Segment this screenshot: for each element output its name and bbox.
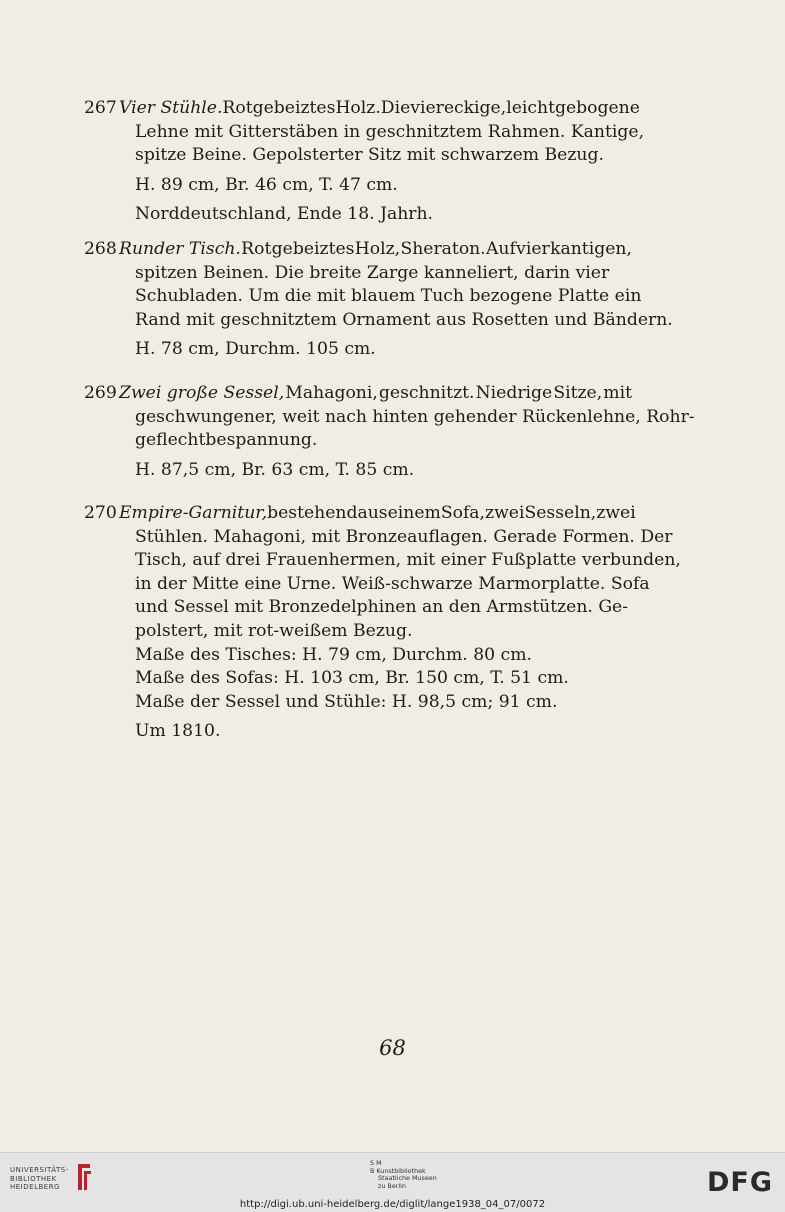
university-logo-icon (74, 1162, 94, 1192)
catalog-entry-268 (84, 238, 673, 362)
entry-dimensions: H. 87,5 cm, Br. 63 cm, T. 85 cm. (135, 459, 415, 480)
entry-text-line: Maße des Sofas: H. 103 cm, Br. 150 cm, T. 51 cm. (135, 668, 569, 689)
entry-first-line (84, 502, 636, 526)
entry-title: Runder Tisch. (119, 239, 241, 259)
viewer-footer (0, 1152, 785, 1212)
partner-logo[interactable] (370, 1160, 437, 1190)
entry-number: 270 (84, 503, 117, 523)
partner-line: zu Berlin (378, 1181, 406, 1190)
word: gebogene (554, 98, 640, 118)
entry-text-line: in der Mitte eine Urne. Weiß-schwarze Marmorplatte. Sofa (135, 573, 650, 594)
page-number: 68 (379, 1036, 406, 1060)
entry-title: Vier Stühle. (119, 98, 223, 118)
entry-number: 268 (84, 239, 117, 259)
entry-first-line (84, 238, 632, 262)
entry-dimensions: H. 78 cm, Durchm. 105 cm. (135, 339, 376, 360)
university-line: UNIVERSITÄTS- (10, 1166, 69, 1174)
word: zwei (485, 503, 525, 523)
catalog-entry-270 (84, 502, 681, 744)
word: Auf (486, 239, 516, 259)
word: zwei (596, 503, 636, 523)
entry-title: Zwei große Sessel, (119, 383, 285, 403)
entry-text-line: Maße der Sessel und Stühle: H. 98,5 cm; 91 cm. (135, 691, 558, 712)
entry-provenance: Norddeutschland, Ende 18. Jahrh. (135, 204, 434, 225)
entry-title: Empire-Garnitur, (119, 503, 268, 523)
entry-text-line: geschwungener, weit nach hinten gehender Rückenlehne, Rohr- (135, 406, 695, 427)
word: gebeiztes (252, 98, 336, 118)
word: Rot (222, 98, 253, 118)
word: leicht (506, 98, 555, 118)
page-url-link[interactable]: http://digi.ub.uni-heidelberg.de/diglit/lange1938_04_07/0072 (239, 1199, 546, 1210)
word: Rot (241, 239, 272, 259)
word: gebeiztes (271, 239, 355, 259)
entry-first-line (84, 382, 632, 406)
word: aus (357, 503, 388, 523)
entry-text-line: Lehne mit Gitterstäben in geschnitztem Rahmen. Kantige, (135, 121, 645, 142)
partner-line: Staatliche Museen (378, 1174, 437, 1183)
word: geschnitzt. (378, 383, 475, 403)
word: Holz. (335, 98, 381, 118)
word: vier (516, 239, 550, 259)
word: Die (380, 98, 411, 118)
word: Sofa, (440, 503, 486, 523)
entry-text-line: spitzen Beinen. Die breite Zarge kanneliert, darin vier (135, 262, 610, 283)
entry-text-line: Rand mit geschnitztem Ornament aus Rosetten und Bändern. (135, 309, 673, 330)
entry-first-line (84, 97, 640, 121)
university-line: HEIDELBERG (10, 1183, 60, 1191)
entry-text-line: und Sessel mit Bronzedelphinen an den Armstützen. Ge- (135, 597, 629, 618)
entry-text-line: Schubladen. Um die mit blauem Tuch bezogene Platte ein (135, 286, 642, 307)
entry-text-line: Tisch, auf drei Frauenhermen, mit einer Fußplatte verbunden, (135, 550, 681, 571)
university-logo-text[interactable] (10, 1166, 69, 1192)
entry-text-line: Stühlen. Mahagoni, mit Bronzeauflagen. Gerade Formen. Der (135, 526, 673, 547)
entry-number: 269 (84, 383, 117, 403)
word: einem (387, 503, 441, 523)
word: Sesseln, (524, 503, 597, 523)
word: bestehend (267, 503, 358, 523)
entry-text-line: Maße des Tisches: H. 79 cm, Durchm. 80 cm. (135, 644, 532, 665)
dfg-logo[interactable]: DFG (706, 1167, 773, 1198)
word: Mahagoni, (285, 383, 378, 403)
university-line: BIBLIOTHEK (10, 1174, 57, 1183)
entry-text-line: spitze Beine. Gepolsterter Sitz mit schwarzem Bezug. (135, 145, 604, 166)
word: kantigen, (550, 239, 632, 259)
entry-text-line: polstert, mit rot-weißem Bezug. (135, 620, 413, 641)
catalog-entry-269 (84, 382, 695, 482)
catalog-entry-267 (84, 97, 645, 227)
entry-dimensions: H. 89 cm, Br. 46 cm, T. 47 cm. (135, 174, 398, 195)
word: mit (603, 383, 632, 403)
entry-text-line: geflechtbespannung. (135, 430, 318, 451)
partner-line: B Kunstbibliothek (370, 1166, 426, 1175)
word: Holz, (354, 239, 401, 259)
word: viereckige, (410, 98, 507, 118)
entry-number: 267 (84, 98, 117, 118)
entry-date: Um 1810. (135, 721, 221, 742)
partner-line: S M (370, 1159, 382, 1167)
word: Sheraton. (400, 239, 486, 259)
word: Sitze, (553, 383, 603, 403)
word: Niedrige (475, 383, 553, 403)
